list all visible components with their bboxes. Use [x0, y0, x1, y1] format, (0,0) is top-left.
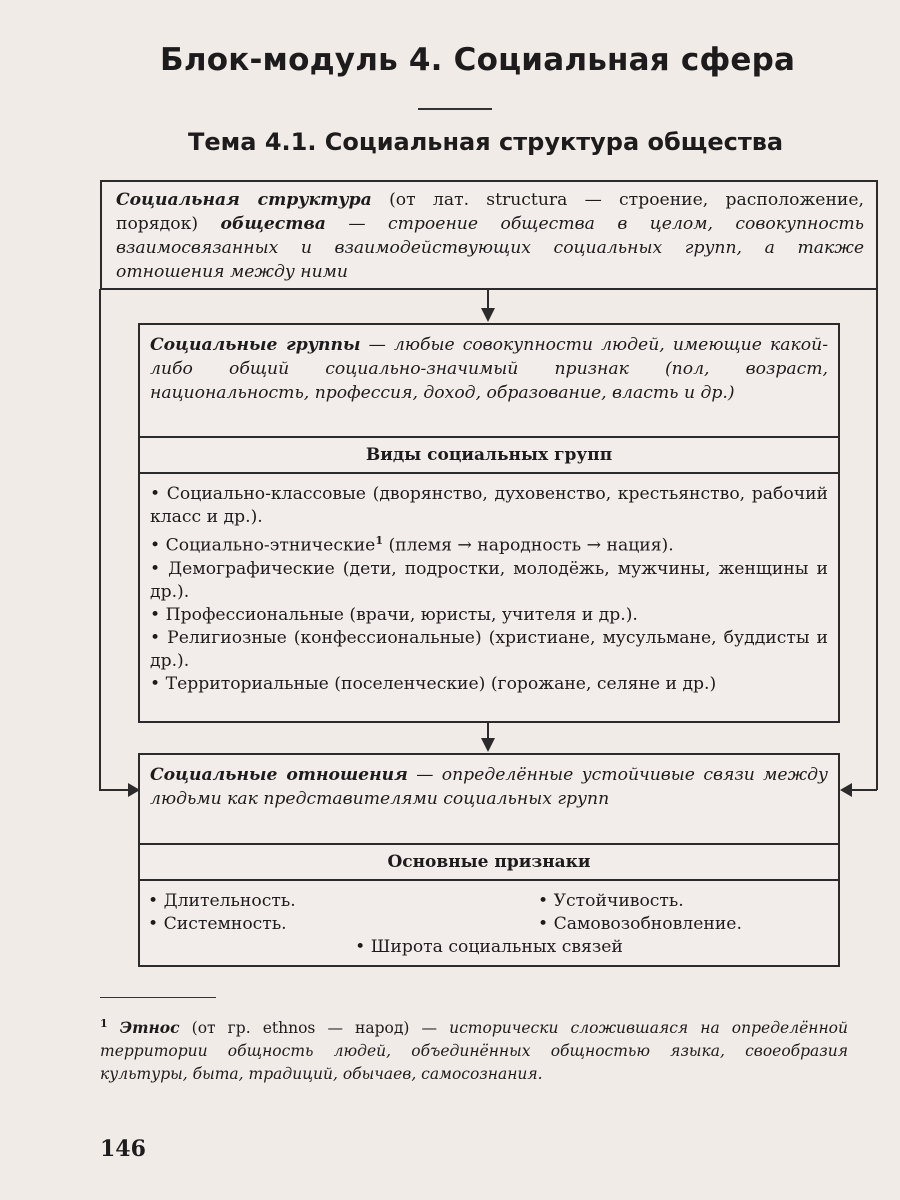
list-item: • Системность. — [148, 914, 287, 934]
features-list — [140, 881, 838, 970]
connector-right-vertical — [876, 289, 878, 790]
arrow-down-head-mid — [481, 738, 495, 752]
list-item: • Профессиональные (врачи, юристы, учителя и др.). — [150, 604, 638, 625]
connector-right-horizontal — [852, 789, 877, 791]
group-types-heading — [140, 436, 838, 474]
list-item: • Длительность. — [148, 891, 296, 911]
title-underline — [418, 108, 492, 110]
list-item — [150, 529, 828, 558]
footnote-term: Этнос — [119, 1018, 180, 1038]
list-item: • Самовозобновление. — [538, 914, 742, 934]
group-types-heading-text: Виды социальных групп — [365, 445, 613, 465]
module-title: Блок-модуль 4. Социальная сфера — [160, 42, 796, 78]
structure-origin: (от лат. structura — строение, расположение, порядок) — [116, 190, 864, 234]
arrow-down-head-top — [481, 308, 495, 322]
features-heading-text: Основные признаки — [387, 852, 591, 872]
features-left — [148, 890, 296, 936]
footnote-ref: 1 — [375, 534, 383, 547]
connector-left-horizontal — [99, 789, 129, 791]
structure-definition — [116, 188, 864, 284]
topic-title: Тема 4.1. Социальная структура общества — [188, 128, 784, 156]
page-number: 146 — [100, 1136, 146, 1162]
list-item: • Демографические (дети, подростки, молодёжь, мужчины, женщины и др.). — [150, 558, 828, 602]
list-item: • Устойчивость. — [538, 891, 684, 911]
footnote-divider — [100, 997, 216, 998]
groups-text: — любые совокупности людей, имеющие какой-либо общий социально-значимый признак (пол, возраст, национальность, профессия, доход, образование, власть и др.) — [150, 335, 828, 403]
list-item: • Социально-классовые (дворянство, духовенство, крестьянство, рабочий класс и др.). — [150, 484, 828, 527]
structure-term-2: общества — [220, 214, 326, 234]
features-heading — [140, 843, 838, 881]
features-right — [538, 890, 742, 936]
list-item-text: • Социально-этнические — [150, 535, 376, 556]
footnote-origin: (от гр. ethnos — народ) — — [179, 1019, 450, 1038]
group-types-list — [140, 474, 838, 696]
list-item: • Религиозные (конфессиональные) (христиане, мусульмане, буддисты и др.). — [150, 627, 828, 671]
relations-text: — определённые устойчивые связи между людьми как представителями социальных групп — [150, 765, 828, 809]
footnote-marker: 1 — [100, 1017, 108, 1030]
relations-definition — [140, 755, 838, 843]
list-item-text-rest: (племя → народность → нация). — [382, 535, 674, 556]
groups-term: Социальные группы — [150, 335, 361, 355]
list-item-center: • Широта социальных связей — [355, 937, 623, 957]
footnote-text: исторически сложившаяся на определённой территории общность людей, объединённых общностью языка, своеобразия культуры, быта, традиций, обычаев, самосознания. — [100, 1019, 848, 1084]
social-groups-box — [138, 323, 840, 723]
social-relations-box — [138, 753, 840, 967]
connector-left-vertical — [99, 289, 101, 790]
arrow-left-head — [840, 783, 852, 797]
list-item: • Территориальные (поселенческие) (горожане, селяне и др.) — [150, 673, 717, 694]
structure-term: Социальная структура — [116, 190, 372, 210]
groups-definition — [140, 325, 838, 436]
relations-term: Социальные отношения — [150, 765, 408, 785]
structure-text: — строение общества в целом, совокупность взаимосвязанных и взаимодействующих социальных групп, а также отношения между ними — [116, 214, 864, 282]
footnote — [100, 1012, 848, 1086]
structure-definition-box — [100, 180, 878, 290]
